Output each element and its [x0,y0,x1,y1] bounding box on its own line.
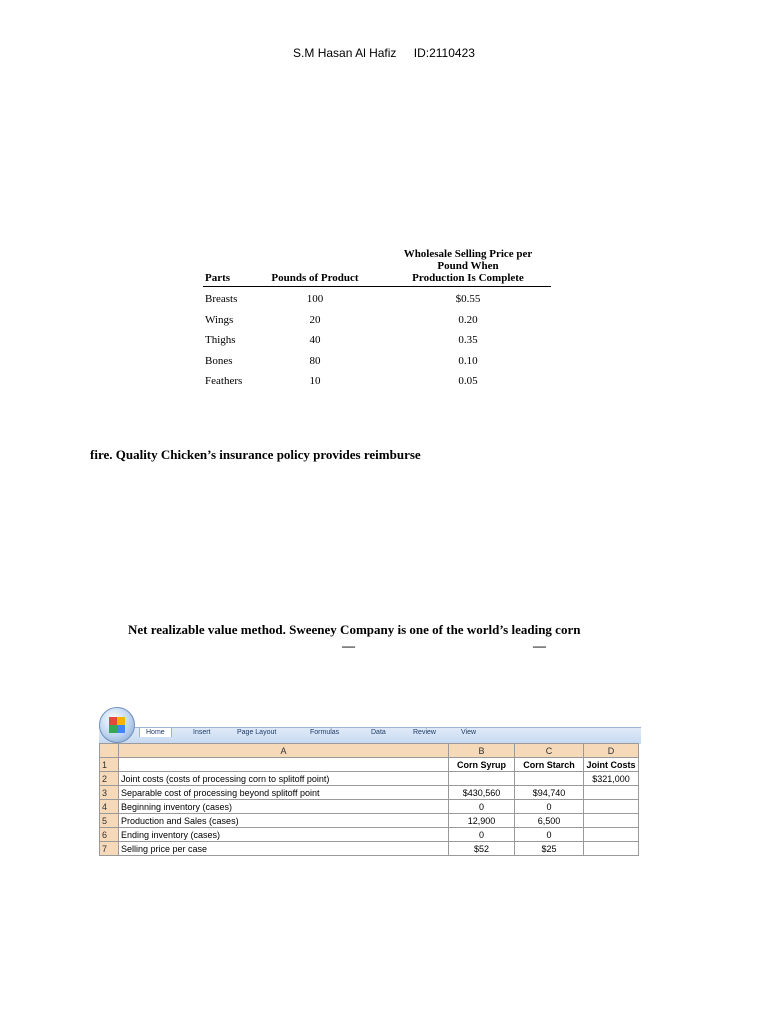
tab-insert[interactable]: Insert [193,729,211,736]
cell-c[interactable]: 0 [515,800,584,814]
cell-a[interactable]: Beginning inventory (cases) [119,800,449,814]
sheet-row [100,786,639,800]
tab-formulas[interactable]: Formulas [310,729,340,736]
pounds-cell: 100 [306,293,324,305]
cell-b[interactable] [449,772,515,786]
cell-b[interactable]: $52 [449,842,515,856]
part-name-cell: Thighs [205,334,236,346]
student-id: ID:2110423 [413,46,475,60]
cell-c[interactable]: 0 [515,828,584,842]
column-header-row [100,744,639,758]
pounds-cell: 80 [309,354,321,367]
sheet-row [100,800,639,814]
part-name-cell: Feathers [205,375,243,387]
price-cell: 0.10 [458,354,478,367]
sheet-row [100,828,639,842]
fire-text-line: fire. Quality Chicken’s insurance policy provides reimburse [90,447,421,462]
cell-b[interactable]: 12,900 [449,814,515,828]
part-name-cell: Breasts [205,293,238,305]
parts-table-row [203,370,551,391]
cell-b[interactable]: 0 [449,828,515,842]
price-cell: 0.20 [458,313,478,326]
row-header[interactable]: 4 [100,800,119,814]
row-header[interactable]: 5 [100,814,119,828]
column-header-a[interactable]: A [119,744,449,758]
row-header[interactable]: 2 [100,772,119,786]
cell-b[interactable]: 0 [449,800,515,814]
cell-c[interactable] [515,772,584,786]
cell-b[interactable]: Corn Syrup [449,758,515,772]
spreadsheet-screenshot [99,705,643,873]
row-header[interactable]: 1 [100,758,119,772]
pounds-cell: 40 [309,334,321,346]
cell-d[interactable]: $321,000 [584,772,639,786]
pounds-cell: 20 [309,313,321,326]
tab-review[interactable]: Review [413,729,436,736]
row-header[interactable]: 7 [100,842,119,856]
cell-d[interactable] [584,814,639,828]
price-cell: 0.35 [458,334,478,346]
row-header[interactable]: 3 [100,786,119,800]
page-header [0,46,768,60]
column-header-b[interactable]: B [449,744,515,758]
tab-page-layout[interactable]: Page Layout [237,729,277,736]
header-price-line-3: Production Is Complete [412,272,524,284]
ribbon-bar [99,727,641,744]
cell-d[interactable] [584,842,639,856]
part-name-cell: Bones [205,354,233,367]
cell-a[interactable]: Ending inventory (cases) [119,828,449,842]
cell-d[interactable]: Joint Costs [584,758,639,772]
header-pounds: Pounds of Product [271,272,359,284]
author-name: S.M Hasan Al Hafiz [293,46,397,60]
tab-home[interactable]: Home [139,727,172,737]
price-cell: 0.05 [458,375,478,387]
price-cell: $0.55 [455,293,481,305]
spreadsheet-grid [99,743,639,856]
cell-a[interactable] [119,758,449,772]
sheet-row [100,842,639,856]
nrv-text-line: Net realizable value method. Sweeney Company is one of the world’s leading corn [128,622,581,637]
parts-table-row [203,329,551,350]
part-name-cell: Wings [205,313,234,326]
cell-c[interactable]: 6,500 [515,814,584,828]
parts-table-header [203,238,551,287]
chicken-parts-table [203,238,551,391]
sheet-row [100,772,639,786]
header-price-line-2: Pound When [437,260,499,272]
cell-d[interactable] [584,828,639,842]
select-all-corner[interactable] [100,744,119,758]
cell-c[interactable]: $94,740 [515,786,584,800]
dash-mark: — [342,638,355,653]
header-parts: Parts [205,272,231,284]
cell-c[interactable]: $25 [515,842,584,856]
header-price-line-1: Wholesale Selling Price per [403,248,533,260]
cell-d[interactable] [584,800,639,814]
parts-table-row [203,309,551,330]
tab-data[interactable]: Data [371,729,386,736]
sheet-row [100,814,639,828]
parts-table-row [203,350,551,371]
column-header-c[interactable]: C [515,744,584,758]
office-button[interactable] [99,707,135,743]
cell-b[interactable]: $430,560 [449,786,515,800]
pounds-cell: 10 [309,375,321,387]
header-price [395,248,541,284]
cell-a[interactable]: Separable cost of processing beyond splitoff point [119,786,449,800]
parts-table-body [203,287,551,391]
cell-a[interactable]: Production and Sales (cases) [119,814,449,828]
tab-view[interactable]: View [461,729,477,736]
office-logo-icon [109,717,125,733]
sheet-row [100,758,639,772]
cell-c[interactable]: Corn Starch [515,758,584,772]
row-header[interactable]: 6 [100,828,119,842]
cell-a[interactable]: Joint costs (costs of processing corn to splitoff point) [119,772,449,786]
column-header-d[interactable]: D [584,744,639,758]
cell-d[interactable] [584,786,639,800]
dash-mark: — [533,638,546,653]
cell-a[interactable]: Selling price per case [119,842,449,856]
parts-table-row [203,288,551,309]
